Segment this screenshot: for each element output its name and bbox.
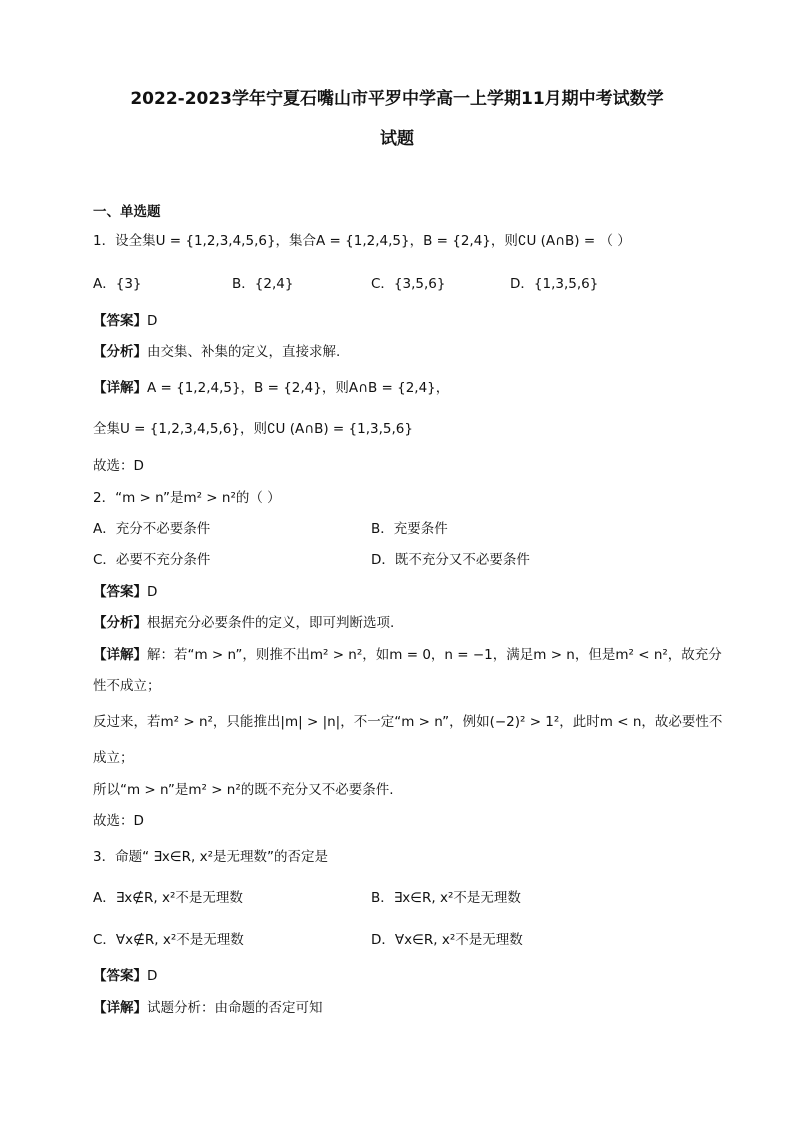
question-2-detail-line4: 成立；: [93, 750, 134, 766]
analysis-tag: 【分析】: [93, 615, 147, 631]
question-1-answer: [93, 312, 157, 330]
question-3-option-b: B．∃x∈R, x²不是无理数: [371, 890, 521, 906]
detail-text: A = {1,2,4,5}，B = {2,4}，则A∩B = {2,4}，: [147, 380, 450, 396]
detail-text: 解：若“m > n”，则推不出m² > n²，如m = 0，n = −1，满足m > n，但是m² < n²，故充分: [147, 647, 722, 663]
document-title-line1: 2022-2023学年宁夏石嘴山市平罗中学高一上学期11月期中考试数学: [130, 89, 664, 109]
question-1-option-c: C．{3,5,6}: [371, 276, 446, 292]
analysis-tag: 【分析】: [93, 344, 147, 360]
question-3-option-a: A．∃x∉R, x²不是无理数: [93, 890, 243, 906]
section-heading: 一、单选题: [93, 204, 161, 220]
question-2-detail-line3: 反过来，若m² > n²，只能推出|m| > |n|，不一定“m > n”，例如(−2)² > 1²，此时m < n，故必要性不: [93, 714, 723, 730]
question-1-stem: 1．设全集U = {1,2,3,4,5,6}，集合A = {1,2,4,5}，B = {2,4}，则∁U (A∩B) = （ ）: [93, 233, 631, 249]
detail-tag: 【详解】: [93, 380, 147, 396]
question-3-stem: 3．命题“ ∃x∈R, x²是无理数”的否定是: [93, 849, 329, 865]
question-3-option-c: C．∀x∉R, x²不是无理数: [93, 932, 244, 948]
question-2-conclusion: 故选：D: [93, 813, 144, 829]
question-3-answer: [93, 967, 157, 985]
answer-value: D: [147, 584, 158, 600]
question-2-option-d: D．既不充分又不必要条件: [371, 552, 530, 568]
question-3-option-d: D．∀x∈R, x²不是无理数: [371, 932, 523, 948]
answer-value: D: [147, 968, 158, 984]
question-1-option-a: A．{3}: [93, 276, 142, 292]
question-1-option-b: B．{2,4}: [232, 276, 294, 292]
detail-text: 试题分析：由命题的否定可知: [147, 1000, 323, 1016]
question-1-detail-line1: [93, 379, 449, 397]
question-1-conclusion: 故选：D: [93, 458, 144, 474]
question-2-detail-line1: [93, 646, 722, 664]
answer-tag: 【答案】: [93, 968, 147, 984]
analysis-text: 根据充分必要条件的定义，即可判断选项.: [147, 615, 395, 631]
question-1-detail-line2: 全集U = {1,2,3,4,5,6}，则∁U (A∩B) = {1,3,5,6}: [93, 421, 413, 437]
question-3-detail-line1: [93, 999, 323, 1017]
analysis-text: 由交集、补集的定义，直接求解.: [147, 344, 341, 360]
question-2-answer: [93, 583, 157, 601]
question-2-option-a: A．充分不必要条件: [93, 521, 211, 537]
question-1-option-d: D．{1,3,5,6}: [510, 276, 599, 292]
question-1-analysis: [93, 343, 340, 361]
answer-tag: 【答案】: [93, 313, 147, 329]
question-2-detail-line5: 所以“m > n”是m² > n²的既不充分又不必要条件.: [93, 782, 394, 798]
answer-value: D: [147, 313, 158, 329]
detail-tag: 【详解】: [93, 647, 147, 663]
detail-tag: 【详解】: [93, 1000, 147, 1016]
answer-tag: 【答案】: [93, 584, 147, 600]
document-title-line2: 试题: [380, 129, 414, 149]
question-2-analysis: [93, 614, 394, 632]
question-2-detail-line2: 性不成立；: [93, 678, 161, 694]
question-2-option-c: C．必要不充分条件: [93, 552, 211, 568]
question-2-option-b: B．充要条件: [371, 521, 448, 537]
question-2-stem: 2．“m > n”是m² > n²的（ ）: [93, 490, 281, 506]
